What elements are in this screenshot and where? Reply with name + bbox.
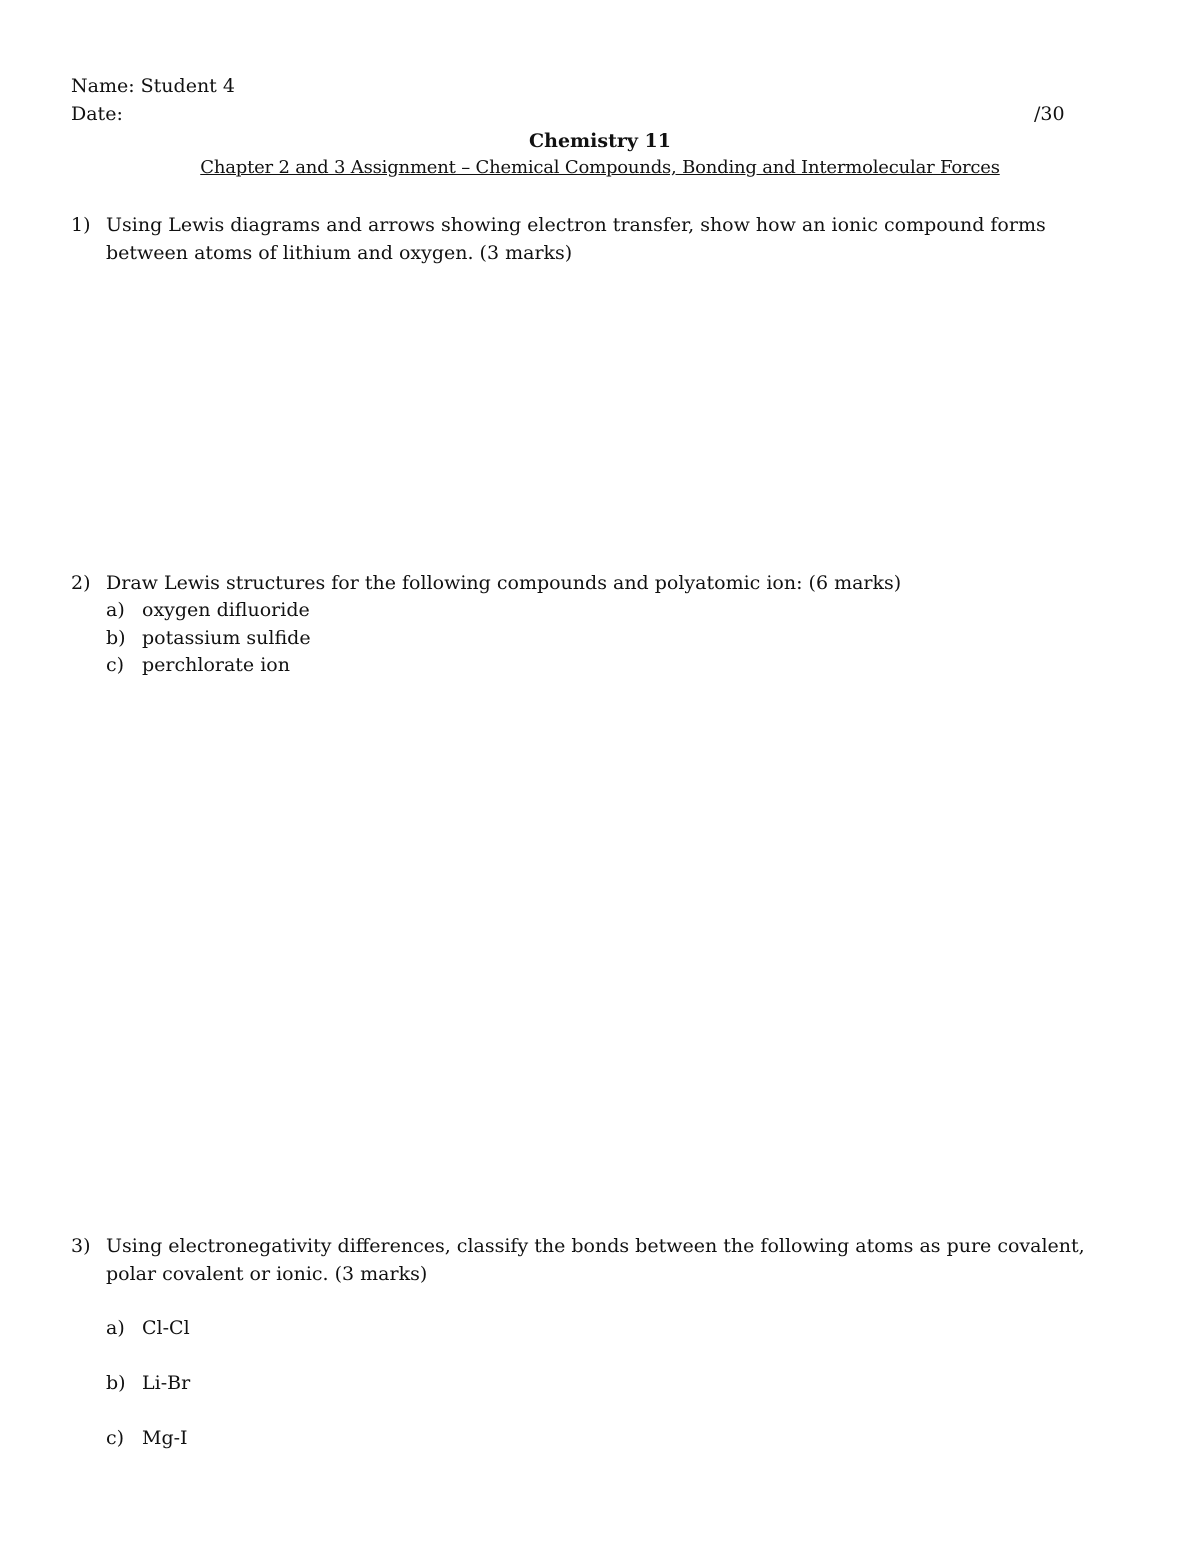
assignment-subtitle: Chapter 2 and 3 Assignment – Chemical Compounds, Bonding and Intermolecular Forces (200, 157, 1000, 178)
question-text: Draw Lewis structures for the following compounds and polyatomic ion: (6 marks) (106, 572, 902, 594)
student-name: Name: Student 4 (71, 75, 235, 97)
question-text: Using Lewis diagrams and arrows showing electron transfer, show how an ionic compound forms between atoms of lithium and oxygen. (3 marks) (106, 214, 1046, 264)
question-text: Using electronegativity differences, classify the bonds between the following atoms as pure covalent, polar covalent or ionic. (3 marks) (106, 1235, 1085, 1285)
question-2-part-a (106, 596, 310, 624)
page-title: Chemistry 11 (529, 130, 671, 152)
question-number: 3) (71, 1235, 91, 1257)
question-2-part-b (106, 624, 311, 652)
part-label: a) (106, 599, 125, 621)
part-text: Cl-Cl (142, 1317, 190, 1339)
part-text: Li-Br (142, 1372, 191, 1394)
part-label: c) (106, 654, 125, 676)
question-2-part-c (106, 651, 290, 679)
question-2 (71, 569, 1131, 597)
question-3-part-c (106, 1424, 188, 1452)
part-label: b) (106, 627, 126, 649)
question-number: 1) (71, 214, 91, 236)
total-score: /30 (1034, 103, 1065, 125)
question-3 (71, 1232, 1131, 1288)
question-3-part-a (106, 1314, 190, 1342)
date-label: Date: (71, 103, 123, 125)
question-1 (71, 211, 1131, 267)
part-text: Mg-I (142, 1427, 188, 1449)
question-number: 2) (71, 572, 91, 594)
question-3-part-b (106, 1369, 190, 1397)
part-label: a) (106, 1317, 125, 1339)
part-text: oxygen difluoride (142, 599, 310, 621)
part-label: c) (106, 1427, 125, 1449)
part-text: potassium sulfide (142, 627, 311, 649)
part-text: perchlorate ion (142, 654, 290, 676)
part-label: b) (106, 1372, 126, 1394)
